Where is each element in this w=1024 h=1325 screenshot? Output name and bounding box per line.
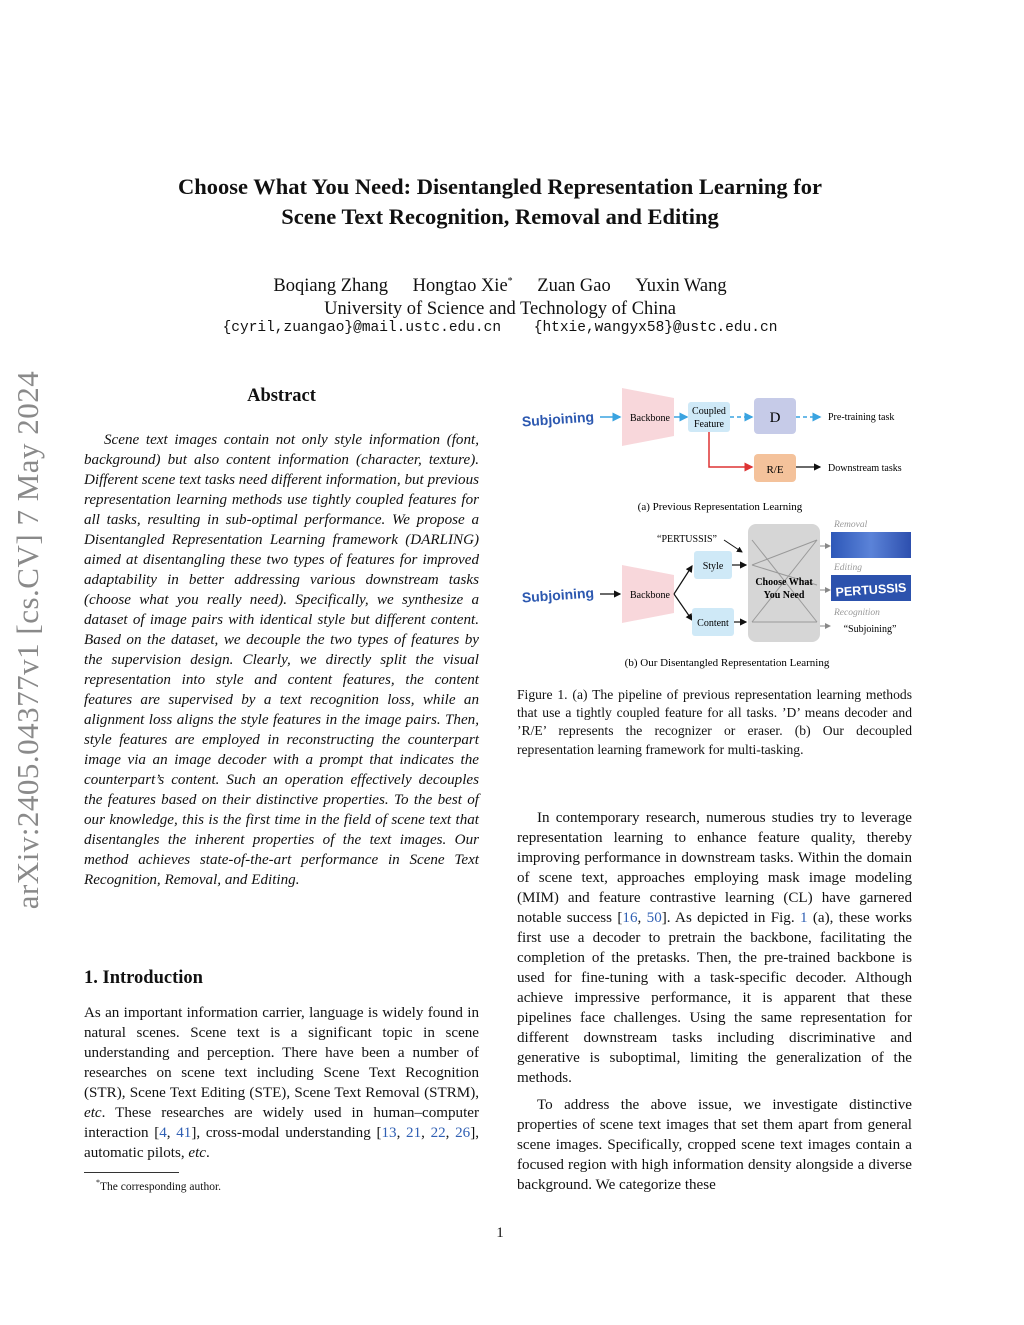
citation[interactable]: 16 <box>622 910 638 926</box>
page-number: 1 <box>496 1225 504 1241</box>
svg-text:Backbone: Backbone <box>630 413 670 424</box>
citation[interactable]: 22 <box>430 1125 446 1141</box>
svg-text:Editing: Editing <box>834 563 862 573</box>
svg-text:PERTUSSIS: PERTUSSIS <box>835 580 907 600</box>
author-2: Hongtao Xie* <box>412 276 513 297</box>
citation[interactable]: 21 <box>406 1125 422 1141</box>
svg-text:Content: Content <box>697 618 729 629</box>
intro-heading: 1. Introduction <box>84 968 203 988</box>
title-line-1: Choose What You Need: Disentangled Representation Learning for <box>178 174 822 199</box>
svg-text:You Need: You Need <box>763 590 805 601</box>
footnote: *The corresponding author. <box>96 1178 222 1193</box>
svg-text:Style: Style <box>702 561 724 572</box>
svg-text:Downstream tasks: Downstream tasks <box>828 463 902 474</box>
citation[interactable]: 4 <box>159 1125 167 1141</box>
svg-text:Coupled: Coupled <box>692 406 726 417</box>
svg-text:R/E: R/E <box>766 464 784 476</box>
footnote-rule <box>84 1172 179 1173</box>
svg-text:Pre-training task: Pre-training task <box>828 412 895 423</box>
figure-caption: Figure 1. (a) The pipeline of previous representation learning methods that use a tightly coupled feature for all tasks. ’D’ means decoder and ’R/E’ represents the recognizer or eraser. (b) Our decoupled representation learning framework for multi-tasking. <box>517 687 912 757</box>
svg-text:“PERTUSSIS”: “PERTUSSIS” <box>657 534 717 545</box>
citation[interactable]: 50 <box>646 910 662 926</box>
author-block <box>0 270 1000 321</box>
figure-reference[interactable]: 1 <box>799 910 808 926</box>
email-1: {cyril,zuangao}@mail.ustc.edu.cn <box>222 320 502 336</box>
removal-image <box>831 532 911 558</box>
svg-text:D: D <box>769 410 781 426</box>
abstract-heading: Abstract <box>247 386 316 406</box>
citation[interactable]: 41 <box>176 1125 192 1141</box>
author-3: Zuan Gao <box>537 276 611 297</box>
paper-title <box>0 172 1000 232</box>
title-line-2: Scene Text Recognition, Removal and Editing <box>281 204 719 229</box>
right-column-body <box>517 808 912 1202</box>
author-4: Yuxin Wang <box>635 276 727 297</box>
intro-text: As an important information carrier, language is widely found in natural scenes. Scene text is a significant topic in scene understanding and perception. There have been a number of researches on scene text including Scene Text Recognition (STR), Scene Text Editing (STE), Scene Text Removal (STRM), etc. These researches are widely used in human–computer interaction [4, 41], cross-modal understanding [13, 21, 22, 26], automatic pilots, etc. <box>84 1005 480 1161</box>
svg-text:Recognition: Recognition <box>834 608 880 618</box>
svg-text:Choose What: Choose What <box>755 577 813 588</box>
figure-1 <box>512 380 922 680</box>
svg-text:Removal: Removal <box>834 520 868 530</box>
abstract-text: Scene text images contain not only style information (font, background) but also content information (character, texture). Different scene text tasks need different information, but previous representation learning methods use tightly coupled features for all tasks, resulting in sub-optimal performance. We propose a Disentangled Representation Learning framework (DARLING) aimed at disentangling these two types of features for improved adaptability in better addressing various downstream tasks (choose what you really need). Specifically, we synthesize a dataset of image pairs with identical style but different content. Based on the dataset, we decouple the two types of features by the supervision design. Clearly, we directly split the visual representation into style and content features, the content features are supervised by a text recognition loss, while an alignment loss aligns the style features in the image pairs. Then, style features are employed in reconstructing the counterpart image via an image decoder with a prompt that indicates the counterpart’s content. Such an operation effectively decouples the features based on their distinctive properties. To the best of our knowledge, this is the first time in the field of scene text that disentangles the inherent properties of the text images. Our method achieves state-of-the-art performance in Scene Text Recognition, Removal, and Editing. <box>84 432 479 888</box>
paragraph: In contemporary research, numerous studies try to leverage representation learning to enhance feature quality, thereby improving performance in downstream tasks. Within the domain of scene text, approaches employing mask image modeling (MIM) and feature contrastive learning (CL) have garnered notable success [16, 50]. As depicted in Fig. 1 (a), these works first use a decoder to pretrain the backbone, facilitating the completion of the pretasks. Then, the pre-trained backbone is used for fine-tuning with a task-specific decoder. Although achieve impressive performance, it is apparent that these pipelines face challenges. Using the same representation for different downstream tasks including discriminative and generative is suboptimal, limiting the generalization of the methods. <box>517 810 912 1086</box>
svg-text:Backbone: Backbone <box>630 590 670 601</box>
subfigure-b-label: (b) Our Disentangled Representation Learning <box>624 657 830 669</box>
svg-text:“Subjoining”: “Subjoining” <box>843 624 897 635</box>
paragraph: To address the above issue, we investigate distinctive properties of scene text images that set them apart from general scene images. Specifically, cropped scene text images contain a focused region with high information density alongside a diverse background. We categorize these <box>517 1097 912 1193</box>
emails <box>0 320 1000 336</box>
svg-text:Feature: Feature <box>694 419 724 430</box>
citation[interactable]: 26 <box>455 1125 471 1141</box>
affiliation: University of Science and Technology of China <box>324 299 676 320</box>
email-2: {htxie,wangyx58}@ustc.edu.cn <box>533 320 778 336</box>
author-1: Boqiang Zhang <box>273 276 388 297</box>
citation[interactable]: 13 <box>381 1125 397 1141</box>
subfigure-a-label: (a) Previous Representation Learning <box>637 501 803 513</box>
arxiv-sidebar: arXiv:2405.04377v1 [cs.CV] 7 May 2024 <box>10 370 45 910</box>
word-image-text: Subjoining <box>521 408 595 430</box>
svg-text:Subjoining: Subjoining <box>521 584 595 606</box>
